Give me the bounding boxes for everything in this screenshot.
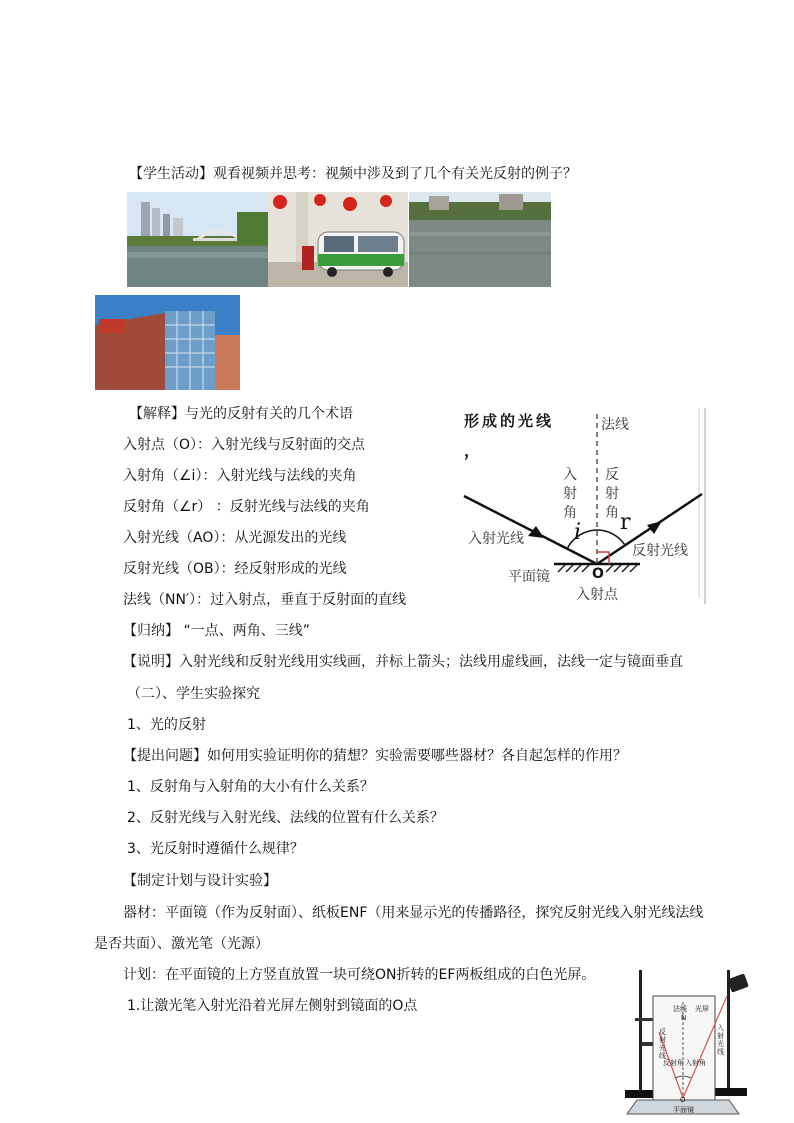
photo-glass-building bbox=[95, 295, 240, 390]
reflected-ray-label: 反射光线 bbox=[632, 543, 688, 559]
app-n-label: N bbox=[681, 1014, 687, 1022]
diagram-comma: ， bbox=[464, 441, 481, 460]
reflection-diagram bbox=[462, 408, 708, 604]
term-incidence-point: 入射点（O）：入射光线与反射面的交点 bbox=[123, 437, 366, 453]
incidence-angle-arc bbox=[567, 530, 597, 549]
mirror-label: 平面镜 bbox=[508, 569, 550, 585]
term-normal: 法线（NN′）：过入射点，垂直于反射面的直线 bbox=[123, 592, 407, 608]
app-incident-ray-label: 入射光线 bbox=[717, 1024, 724, 1056]
app-reflect-angle-label: 反射角 bbox=[663, 1059, 684, 1067]
apparatus-diagram bbox=[615, 960, 752, 1120]
incident-angle-label: 入射角 bbox=[563, 467, 577, 521]
i-symbol: i bbox=[574, 520, 582, 545]
app-normal-label: 法线 bbox=[673, 1005, 687, 1013]
point-o-label: O bbox=[592, 566, 604, 582]
photo-bus-lanterns bbox=[268, 192, 408, 287]
materials-line-1: 器材：平面镜（作为反射面）、纸板ENF（用来显示光的传播路径，探究反射光线入射光线法线 bbox=[123, 905, 704, 921]
question-2: 2、反射光线与入射光线、法线的位置有什么关系？ bbox=[127, 810, 444, 826]
summary: 【归纳】 “一点、两角、三线” bbox=[123, 623, 310, 639]
term-reflected-ray: 反射光线（OB）：经反射形成的光线 bbox=[123, 561, 347, 577]
question-heading: 【提出问题】如何用实验证明你的猜想？实验需要哪些器材？各自起怎样的作用？ bbox=[123, 748, 627, 764]
incident-arrow bbox=[528, 526, 544, 538]
app-screen-label: 光屏 bbox=[695, 1005, 709, 1013]
diagram-caption: 形成的光线 bbox=[464, 412, 555, 430]
step-1: 1.让激光笔入射光沿着光屏左侧射到镜面的O点 bbox=[127, 998, 418, 1014]
photo-lake bbox=[409, 192, 551, 287]
right-stand-base bbox=[715, 1088, 747, 1096]
term-incident-ray: 入射光线（AO）：从光源发出的光线 bbox=[123, 530, 347, 546]
app-reflect-ray-label: 反射光线 bbox=[659, 1028, 666, 1060]
r-symbol: r bbox=[620, 510, 631, 535]
plan-heading: 【制定计划与设计实验】 bbox=[123, 873, 277, 889]
term-incidence-angle: 入射角（∠i）：入射光线与法线的夹角 bbox=[123, 468, 357, 484]
plan-text: 计划：在平面镜的上方竖直放置一块可绕ON折转的EF两板组成的白色光屏。 bbox=[123, 967, 596, 983]
app-mirror-label: 平面镜 bbox=[673, 1106, 694, 1114]
incidence-point-label: 入射点 bbox=[576, 587, 618, 603]
question-3: 3、光反射时遵循什么规律？ bbox=[127, 841, 304, 857]
term-reflection-angle: 反射角（∠r） ：反射光线与法线的夹角 bbox=[123, 499, 370, 515]
materials-line-2: 是否共面）、激光笔（光源） bbox=[94, 936, 269, 952]
note: 【说明】入射光线和反射光线用实线画，并标上箭头；法线用虚线画，法线一定与镜面垂直 bbox=[123, 654, 683, 670]
activity-heading: 【学生活动】观看视频并思考：视频中涉及到了几个有关光反射的例子？ bbox=[129, 166, 577, 182]
reflect-angle-label: 反射角 bbox=[605, 467, 619, 521]
question-1: 1、反射角与入射角的大小有什么关系？ bbox=[127, 779, 374, 795]
explanation-heading: 【解释】与光的反射有关的几个术语 bbox=[129, 406, 353, 422]
right-stand-rod bbox=[727, 970, 730, 1090]
reflected-arrow bbox=[647, 521, 662, 534]
app-o-label: O bbox=[680, 1096, 686, 1104]
left-stand-rod bbox=[639, 970, 642, 1092]
incident-ray-label: 入射光线 bbox=[468, 531, 524, 547]
normal-label: 法线 bbox=[601, 417, 629, 433]
left-stand-base bbox=[625, 1090, 655, 1098]
photo-bridge-river bbox=[127, 192, 268, 287]
app-incident-angle-label: 入射角 bbox=[685, 1059, 706, 1067]
section-subtitle: 1、光的反射 bbox=[127, 717, 206, 733]
section-title: （二）、学生实验探究 bbox=[127, 686, 260, 702]
